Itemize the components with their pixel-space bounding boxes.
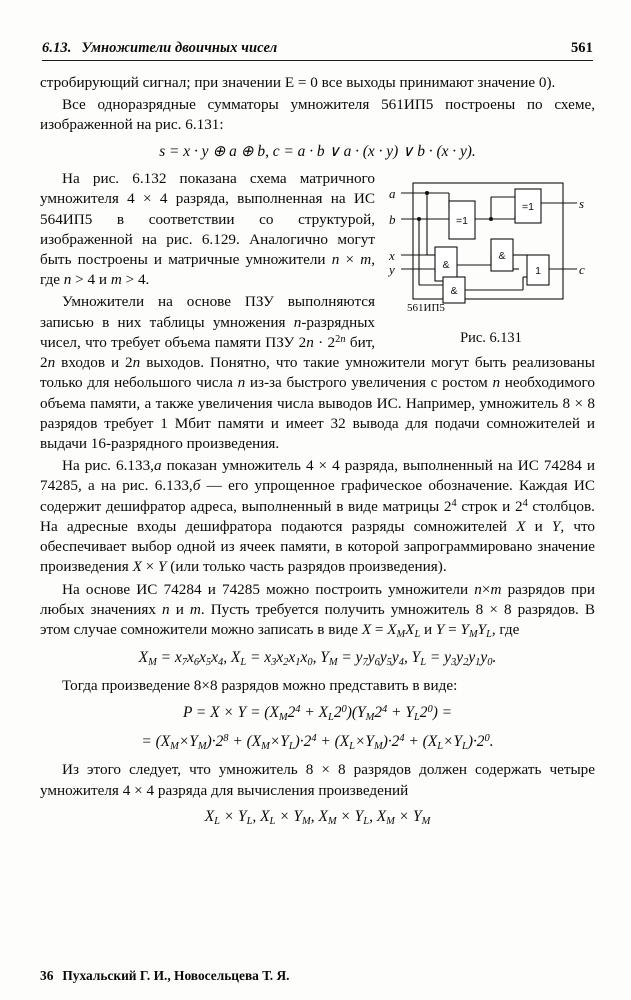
footer-signature: 36 (40, 968, 54, 983)
figure-caption: Рис. 6.131 (460, 330, 522, 347)
header-left (42, 40, 277, 57)
formula-5-text: $X_L \times Y_L$, $X_L \times Y_M$, $X_M \times Y_L$, $X_M \times Y_M$ (204, 807, 431, 827)
page-footer (40, 968, 290, 984)
header-section-title: Умножители двоичных чисел (81, 40, 278, 56)
formula-5 (40, 807, 595, 829)
svg-text:=1: =1 (456, 215, 468, 228)
paragraph-3: На рис. 6.132 показана схема матричного умножителя 4 × 4 разряда, выполненная на ИС 564ИП5 в соответствии со структурой, изображенной на рис. 6.129. Аналогично могут быть построены и матричные умножители n × m, где n > 4 и m > 4. (40, 170, 375, 289)
formula-2 (40, 648, 595, 670)
formula-4-text: = $(X_M\times Y_M)\cdot 2^8 + (X_M\times Y_L)\cdot 2^4 + (X_L\times Y_M)\cdot 2^4 + (X_L\times Y_L)\cdot 2^0$. (141, 732, 494, 752)
figure-label-c: c (579, 262, 585, 278)
paragraph-8: Из этого следует, что умножитель 8 × 8 разрядов должен содержать четыре умножителя 4 × 4 разряда для вычисления произведений (40, 761, 595, 799)
paragraph-7: Тогда произведение 8×8 разрядов можно представить в виде: (62, 677, 458, 695)
svg-text:=1: =1 (522, 201, 534, 214)
formula-3 (40, 703, 595, 725)
formula-1-text: s = x · y ⊕ a ⊕ b, c = a · b ∨ a · (x · y) ∨ b · (x · y). (159, 142, 476, 160)
header-section-number: 6.13. (42, 40, 72, 56)
page-header (40, 40, 595, 60)
figure-6-131 (387, 173, 595, 348)
formula-4 (40, 732, 595, 754)
paragraph-2: Все одноразрядные сумматоры умножителя 561ИП5 построены по схеме, изображенной на рис. 6.131: (40, 96, 595, 134)
svg-text:1: 1 (535, 265, 541, 278)
svg-text:&: & (498, 250, 506, 263)
figure-drawing (387, 173, 595, 325)
figure-label-s: s (579, 196, 585, 212)
svg-text:&: & (442, 259, 450, 272)
formula-1 (40, 142, 595, 162)
figure-label-y: y (389, 262, 395, 278)
page-number: 561 (570, 40, 593, 56)
paragraph-4: Умножители на основе ПЗУ выполняются записью в них таблицы умножения n-разрядных чисел, что требует объема памяти ПЗУ $2n \cdot 2^{2n}$ бит, 2n входов и 2n выходов. Понятно, что такие умножители могут быть реализованы только для небольшого числа n из-за быстрого увеличения с ростом n необходимого объема памяти, а также увеличения числа выводов ИС. Например, умножитель 8 × 8 разрядов требует 1 Мбит памяти и имеет 32 вывода для подачи сомножителей и выдачи 16-разрядного произведения. (40, 293, 595, 452)
figure-label-b: b (389, 212, 396, 228)
footer-authors: Пухальский Г. И., Новосельцева Т. Я. (62, 968, 290, 983)
paragraph-5: На рис. 6.133,а показан умножитель 4 × 4 разряда, выполненный на ИС 74284 и 74285, а на рис. 6.133,б — его упрощенное графическое обозначение. Каждая ИС содержит дешифратор адреса, выполненный в виде матрицы $2^4$ строк и $2^4$ столбцов. На адресные входы дешифратора подаются разряды сомножителей X и Y, что обеспечивает выбор одной из ячеек памяти, в которой запрограммировано значение произведения X × Y (или только часть разрядов произведения). (40, 457, 596, 576)
formula-2-text: $X_M = x_7x_6x_5x_4$, $X_L = x_3x_2x_1x_0$, $Y_M = y_7y_6y_5y_4$, $Y_L = y_3y_2y_1y_0$. (138, 648, 497, 668)
svg-text:&: & (450, 285, 458, 298)
figure-label-chip: 561ИП5 (407, 302, 445, 315)
paragraph-6: На основе ИС 74284 и 74285 можно построить умножители n×m разрядов при любых значениях n и m. Пусть требуется получить умножитель 8 × 8 разрядов. В этом случае сомножители можно записать в виде $X = X_MX_L$ и $Y = Y_MY_L$, где (40, 580, 595, 640)
figure-label-a: a (389, 186, 396, 202)
page-body (40, 73, 595, 836)
paragraph-1: стробирующий сигнал; при значении E = 0 все выходы принимают значение 0). (40, 74, 556, 91)
header-divider (42, 60, 593, 61)
formula-3-text: $P = X \times Y = (X_M2^4 + X_L2^0)(Y_M2^4 + Y_L2^0)$ = (182, 703, 453, 723)
figure-label-x: x (389, 248, 395, 264)
